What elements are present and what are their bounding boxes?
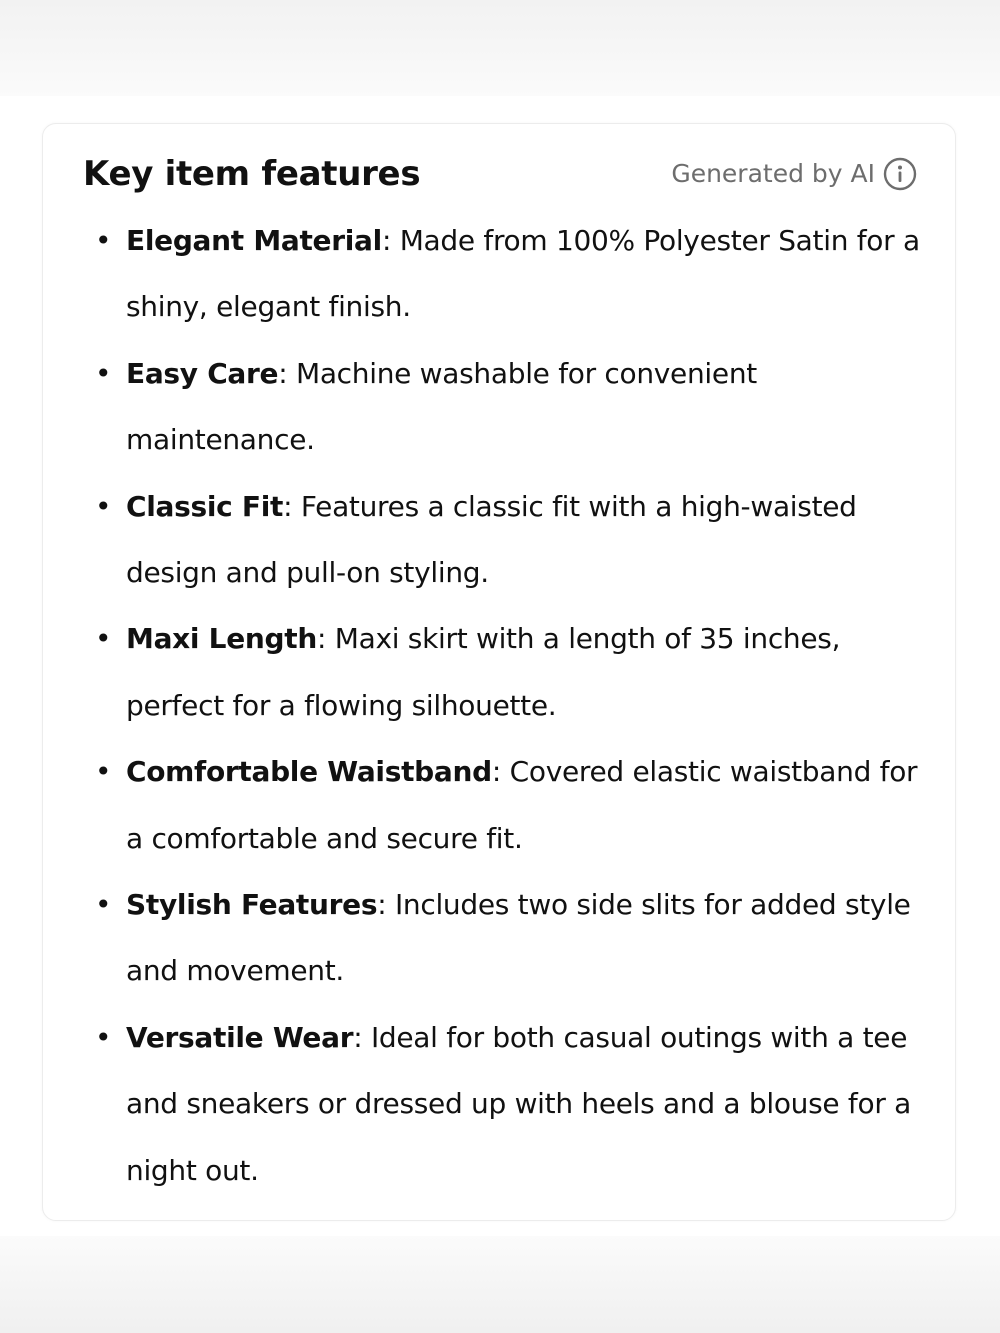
info-circle-icon[interactable] bbox=[883, 157, 917, 191]
bullet: • bbox=[95, 489, 112, 523]
bullet: • bbox=[95, 888, 112, 922]
card-title: Key item features bbox=[83, 154, 421, 194]
bullet: • bbox=[95, 622, 112, 656]
bullet: • bbox=[95, 356, 112, 390]
feature-separator: : bbox=[317, 622, 335, 656]
feature-item bbox=[43, 739, 957, 872]
feature-item bbox=[43, 474, 957, 607]
key-features-card bbox=[42, 123, 956, 1221]
feature-text: Covered elastic waistband for a comfortable and secure fit. bbox=[126, 755, 918, 855]
feature-separator: : bbox=[278, 356, 296, 390]
feature-name: Easy Care bbox=[126, 356, 279, 390]
feature-name: Elegant Material bbox=[126, 224, 382, 257]
feature-separator: : bbox=[283, 489, 301, 523]
feature-item bbox=[43, 606, 957, 739]
feature-separator: : bbox=[491, 755, 510, 789]
bottom-backdrop bbox=[0, 1236, 1000, 1333]
feature-text: Ideal for both casual outings with a tee and sneakers or dressed up with heels and a blouse for a night out. bbox=[126, 1020, 911, 1187]
feature-text: Features a classic fit with a high-waisted design and pull-on styling. bbox=[126, 489, 857, 590]
generated-by-ai-badge[interactable] bbox=[671, 156, 917, 192]
feature-name: Comfortable Waistband bbox=[126, 755, 492, 789]
feature-item bbox=[43, 1005, 957, 1204]
feature-item bbox=[43, 341, 957, 474]
feature-separator: : bbox=[381, 224, 400, 257]
feature-text: Maxi skirt with a length of 35 inches, perfect for a flowing silhouette. bbox=[126, 622, 841, 722]
feature-item bbox=[43, 872, 957, 1005]
top-backdrop bbox=[0, 0, 1000, 96]
feature-separator: : bbox=[353, 1020, 371, 1054]
feature-name: Stylish Features bbox=[126, 888, 378, 922]
feature-text: Includes two side slits for added style and movement. bbox=[126, 888, 911, 988]
feature-text: Made from 100% Polyester Satin for a shiny, elegant finish. bbox=[126, 224, 920, 324]
feature-name: Classic Fit bbox=[126, 489, 284, 523]
bullet: • bbox=[95, 755, 112, 789]
bullet: • bbox=[95, 1020, 112, 1054]
bullet: • bbox=[95, 224, 112, 257]
card-header bbox=[83, 152, 917, 196]
feature-text: Machine washable for convenient maintenance. bbox=[126, 356, 757, 457]
feature-name: Maxi Length bbox=[126, 622, 317, 656]
features-list bbox=[43, 208, 957, 1204]
feature-name: Versatile Wear bbox=[126, 1020, 354, 1054]
generated-by-ai-label: Generated by AI bbox=[671, 159, 875, 188]
feature-separator: : bbox=[377, 888, 395, 922]
feature-item bbox=[43, 208, 957, 341]
